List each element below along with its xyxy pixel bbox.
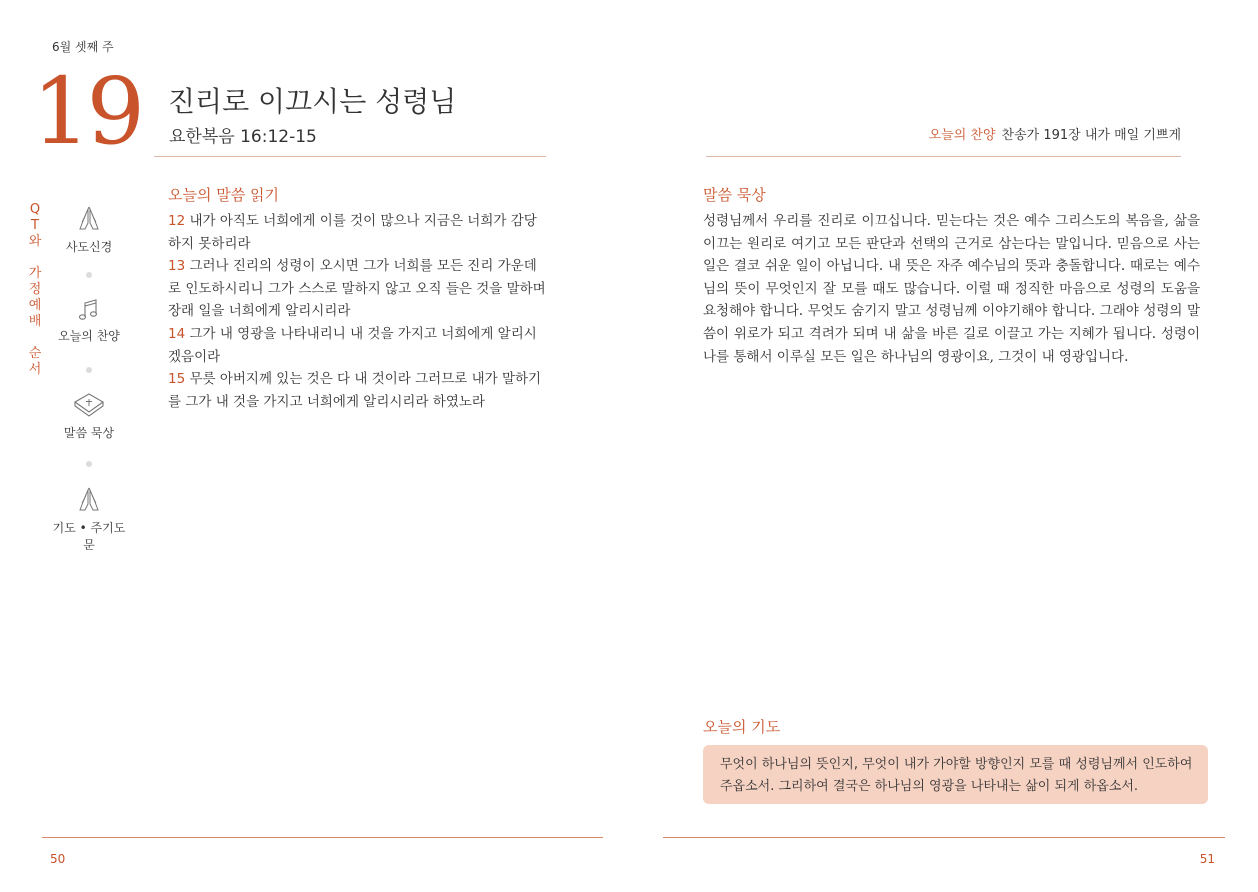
verse-number: 12 (168, 213, 186, 229)
step-separator-dot (86, 367, 92, 373)
verse-text: 내가 아직도 너희에게 이를 것이 많으나 지금은 너희가 감당하지 못하리라 (168, 213, 537, 252)
verse-text: 무릇 아버지께 있는 것은 다 내 것이라 그러므로 내가 말하기를 그가 내 것을 가지고 너희에게 알리시리라 하였노라 (168, 371, 542, 410)
step-label: 오늘의 찬양 (58, 329, 120, 343)
scripture-text (168, 210, 548, 413)
vertical-char: T (31, 218, 39, 233)
prayer-heading: 오늘의 기도 (703, 718, 781, 736)
vertical-gap (28, 330, 42, 346)
page-number-right: 51 (1199, 852, 1215, 866)
verse-number: 14 (168, 325, 186, 342)
verse-text: 그가 내 영광을 나타내리니 내 것을 가지고 너희에게 알리시겠음이라 (168, 325, 537, 365)
scripture-reference: 요한복음 16:12-15 (169, 127, 317, 147)
header-divider-left (154, 156, 546, 157)
vertical-char: 서 (28, 362, 42, 377)
today-hymn (700, 124, 1181, 143)
music-note-icon (76, 297, 102, 323)
footer-divider-right (663, 837, 1225, 838)
vertical-char: 예 (28, 298, 42, 313)
vertical-section-title (28, 202, 42, 378)
step-today-hymn (50, 297, 128, 344)
verse-text: 그러나 진리의 성령이 오시면 그가 너희를 모든 진리 가운데로 인도하시리니 그가 스스로 말하지 않고 오직 들은 것을 말하며 장래 일을 너희에게 알리시리라 (168, 258, 546, 320)
week-label: 6월 셋째 주 (52, 40, 114, 54)
bible-icon (72, 390, 106, 420)
vertical-gap (28, 250, 42, 266)
verse-number: 13 (168, 258, 186, 275)
step-label: 사도신경 (65, 240, 113, 254)
verse (168, 323, 548, 368)
step-label: 기도 • 주기도문 (52, 521, 126, 552)
reading-heading: 오늘의 말씀 읽기 (168, 186, 279, 204)
page-title: 진리로 이끄시는 성령님 (168, 85, 457, 118)
verse-number: 15 (168, 371, 186, 388)
praying-hands-icon (74, 204, 104, 234)
step-separator-dot (86, 461, 92, 467)
prayer-text: 무엇이 하나님의 뜻인지, 무엇이 내가 가야할 방향인지 모를 때 성령님께서 인도하여 주옵소서. 그리하여 결국은 하나님의 영광을 나타내는 삶이 되게 하옵소서. (720, 757, 1193, 794)
meditation-text: 성령님께서 우리를 진리로 이끄십니다. 믿는다는 것은 예수 그리스도의 복음을, 삶을 이끄는 원리로 여기고 모든 판단과 선택의 근거로 삼는다는 말입니다. 믿음으로 사는 일은 결코 쉬운 일이 아닙니다. 내 뜻은 자주 예수님의 뜻과 충돌합니다. 때로는 예수님의 뜻이 무엇인지 잘 모를 때도 많습니다. 이럴 때 정직한 마음으로 성령의 도움을 요청해야 합니다. 무엇도 숨기지 말고 성령님께 이야기해야 합니다. 그래야 성령의 말씀이 위로가 되고 격려가 되며 내 삶을 바른 길로 이끌고 가는 지혜가 됩니다. 성령이 나를 통해서 이루실 모든 일은 하나님의 영광이요, 그것이 내 영광입니다. (703, 213, 1200, 365)
day-number: 19 (32, 58, 142, 165)
footer-divider-left (42, 837, 603, 838)
vertical-char: 순 (28, 346, 42, 361)
step-apostles-creed (50, 204, 128, 255)
verse (168, 210, 548, 255)
verse (168, 368, 548, 413)
hymn-label: 오늘의 찬양 (928, 128, 996, 143)
page-number-left: 50 (50, 852, 66, 866)
vertical-char: 배 (28, 314, 42, 329)
verse (168, 255, 548, 323)
step-label: 말씀 묵상 (63, 426, 115, 440)
vertical-char: 가 (28, 266, 42, 281)
vertical-char: 정 (28, 282, 42, 297)
step-prayer (50, 485, 128, 553)
meditation-heading: 말씀 묵상 (703, 186, 766, 204)
step-word-meditation (50, 390, 128, 441)
step-separator-dot (86, 272, 92, 278)
vertical-char: Q (29, 202, 41, 217)
header-divider-right (706, 156, 1181, 157)
praying-hands-icon (74, 485, 104, 515)
prayer-box (703, 745, 1208, 804)
hymn-value: 찬송가 191장 내가 매일 기쁘게 (1001, 128, 1181, 143)
vertical-char: 와 (28, 234, 42, 249)
